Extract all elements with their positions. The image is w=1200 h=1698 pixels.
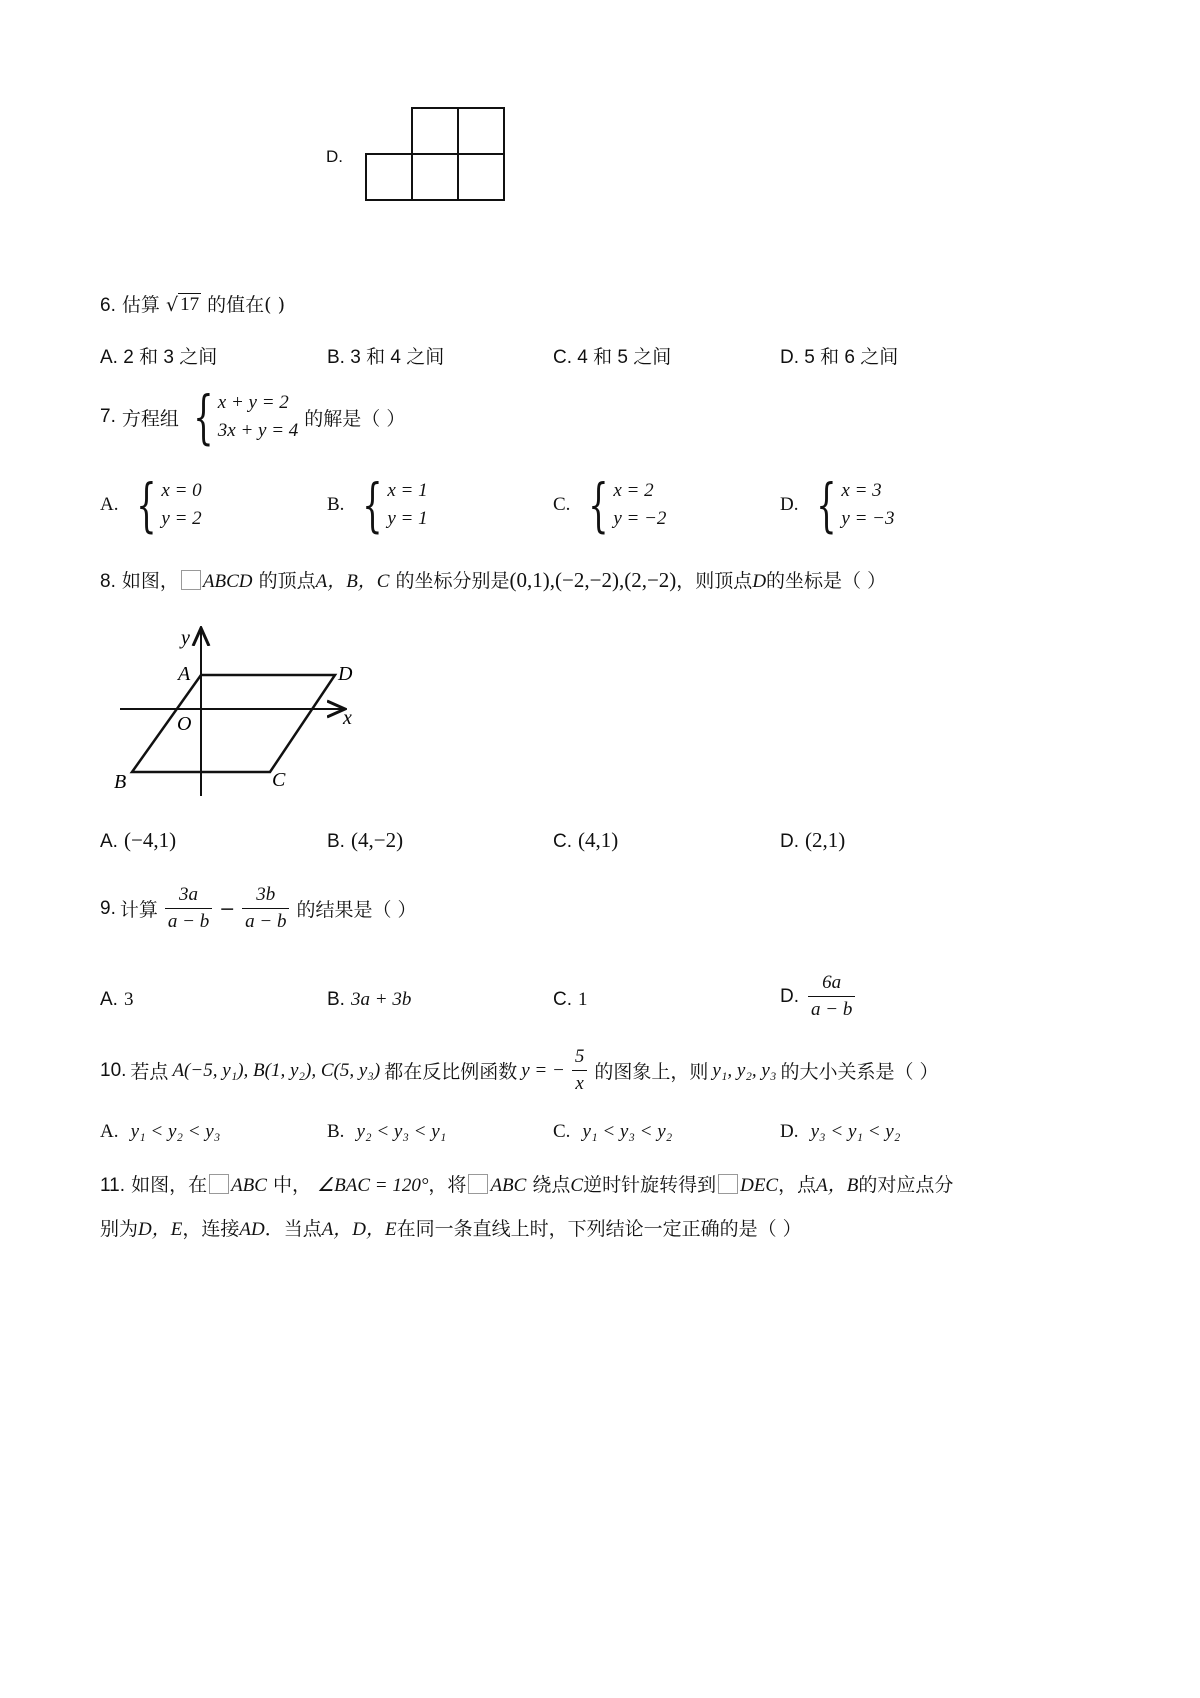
q10-func-fraction [572, 1046, 588, 1095]
q8-text-e: 的坐标是（ ） [766, 570, 887, 592]
q8-text-c: 的坐标分别是 [395, 570, 510, 592]
q11-text-2b: ，连接 [182, 1218, 240, 1240]
q6-radicand: 17 [180, 294, 200, 315]
q6-option-b: B. 3 和 4 之间 [327, 347, 445, 368]
q10-option-b [327, 1120, 446, 1143]
square-bottom-middle [412, 154, 458, 200]
q11-angle: ∠BAC = 120° [317, 1175, 429, 1196]
q8-points: A，B，C [315, 571, 390, 592]
q6-option-a: A. 2 和 3 之间 [100, 347, 218, 368]
q8-point-d: D [752, 571, 767, 592]
q9-option-c-value: 1 [578, 989, 588, 1010]
q11-text-2d: 在同一条直线上时，下列结论一定正确的是（ ） [396, 1218, 802, 1240]
q10-option-d [780, 1120, 900, 1143]
parallelogram-abcd [132, 675, 335, 772]
question-11-line-1 [100, 1170, 953, 1197]
q9-f2-den: a − b [245, 911, 287, 932]
brace-icon: { [136, 471, 158, 539]
q7-equation-system [185, 383, 299, 451]
q10-option-d-label: D. [780, 1121, 799, 1142]
brace-icon: { [193, 383, 214, 451]
q7-option-b-label: B. [327, 494, 345, 515]
question-10 [100, 1046, 939, 1095]
q9-option-b-value: 3a + 3b [351, 989, 412, 1010]
question-11-line-2 [100, 1214, 802, 1241]
brace-icon: { [816, 471, 838, 539]
q11-tri-2: ABC [490, 1175, 527, 1196]
label-d: D [338, 663, 353, 685]
q8-option-b-label: B. [327, 831, 345, 852]
q10-option-a-value: y₁ < y₂ < y₃ [130, 1121, 221, 1142]
q8-option-c [553, 828, 618, 853]
q9-option-d-fraction [808, 972, 855, 1021]
q11-text-2c: ．当点 [264, 1218, 322, 1240]
q11-tri-3: DEC [740, 1175, 779, 1196]
q8-option-a-value: (−4,1) [124, 828, 177, 852]
q7-eq1: x + y = 2 [217, 392, 289, 413]
q8-shape: ABCD [202, 571, 253, 592]
q9-option-b-label: B. [327, 989, 345, 1010]
brace-icon: { [588, 471, 610, 539]
q11-text-1g: 的对应点分 [858, 1174, 954, 1196]
q8-option-d [780, 828, 845, 853]
q10-option-a [100, 1120, 220, 1143]
q7-c-row2: y = −2 [613, 508, 667, 529]
q10-number: 10. [100, 1059, 127, 1081]
q7-text-b: 的解是（ ） [304, 407, 406, 430]
q7-option-b [327, 471, 428, 539]
q11-text-1b: 中， [273, 1174, 312, 1196]
q8-option-d-value: (2,1) [805, 828, 846, 852]
square-bottom-left [366, 154, 412, 200]
q9-text-b: 的结果是（ ） [296, 899, 417, 921]
q9-option-c-label: C. [553, 989, 572, 1010]
q6-option-c: C. 4 和 5 之间 [553, 347, 672, 368]
q9-fraction-2 [242, 884, 289, 933]
q9-f1-num: 3a [165, 884, 212, 909]
q10-text-a: 若点 [130, 1061, 169, 1083]
triangle-symbol-icon [209, 1174, 229, 1194]
q6-option-d: D. 5 和 6 之间 [780, 347, 899, 368]
q7-a-row1: x = 0 [161, 480, 202, 501]
q7-text-a: 方程组 [121, 407, 179, 430]
q10-func-den: x [575, 1073, 584, 1094]
q11-text-1e: 逆时针旋转得到 [583, 1174, 717, 1196]
q7-option-a-label: A. [100, 494, 119, 515]
triangle-symbol-icon [718, 1174, 738, 1194]
q11-text-1a: 如图，在 [131, 1174, 208, 1196]
q9-f2-num: 3b [242, 884, 289, 909]
q9-option-d-label: D. [780, 985, 799, 1007]
q11-number: 11. [100, 1175, 126, 1196]
q10-func-num: 5 [572, 1046, 588, 1071]
parallelogram-symbol-icon [181, 570, 201, 590]
q9-option-a [100, 988, 134, 1011]
q6-text-a: 估算 [121, 294, 160, 316]
q7-b-row1: x = 1 [387, 480, 428, 501]
q7-b-row2: y = 1 [387, 508, 428, 529]
q8-option-b [327, 828, 403, 853]
q8-option-a-label: A. [100, 831, 118, 852]
q11-text-1c: ，将 [428, 1174, 467, 1196]
q8-option-b-value: (4,−2) [351, 828, 404, 852]
square-bottom-right [458, 154, 504, 200]
q9-option-c [553, 988, 588, 1011]
q11-text-1d: 绕点 [532, 1174, 571, 1196]
q10-option-c-label: C. [553, 1121, 571, 1142]
q7-number: 7. [100, 406, 116, 427]
q9-option-d [780, 972, 858, 1021]
q8-option-c-label: C. [553, 831, 572, 852]
label-b: B [114, 771, 127, 793]
q8-option-d-label: D. [780, 831, 799, 852]
triangle-symbol-icon [468, 1174, 488, 1194]
label-o: O [177, 713, 192, 735]
q9-minus: − [219, 897, 236, 920]
question-6 [100, 290, 285, 317]
q11-points-ade: A，D，E [321, 1219, 397, 1240]
label-a: A [178, 663, 191, 685]
q10-text-c: 的图象上，则 [594, 1061, 709, 1083]
q10-points: A(−5, y₁), B(1, y₂), C(5, y₃) [172, 1059, 381, 1081]
q8-text-d: ，则顶点 [676, 570, 753, 592]
q8-number: 8. [100, 571, 116, 592]
q7-option-c [553, 471, 667, 539]
label-x: x [343, 707, 352, 729]
q8-option-c-value: (4,1) [578, 828, 619, 852]
q8-coordinate-figure [105, 620, 375, 805]
question-8 [100, 566, 886, 593]
q8-text-a: 如图， [121, 570, 179, 592]
q11-point-c: C [570, 1175, 584, 1196]
q9-fraction-1 [165, 884, 212, 933]
label-y: y [181, 627, 190, 649]
q11-points-ab: A，B [816, 1175, 859, 1196]
q10-option-c [553, 1120, 672, 1143]
q6-text-b: 的值在( ) [207, 294, 285, 316]
q7-d-row2: y = −3 [841, 508, 895, 529]
q8-text-b: 的顶点 [258, 570, 316, 592]
q9-option-a-label: A. [100, 989, 118, 1010]
q10-option-d-value: y₃ < y₁ < y₂ [810, 1121, 901, 1142]
q9-option-a-value: 3 [124, 989, 134, 1010]
q6-sqrt: √ 17 [165, 294, 200, 316]
q7-eq2: 3x + y = 4 [217, 420, 299, 441]
q11-points-de: D，E [138, 1219, 183, 1240]
q10-option-b-label: B. [327, 1121, 345, 1142]
brace-icon: { [362, 471, 384, 539]
q7-option-d [780, 471, 895, 539]
q7-option-a [100, 471, 202, 539]
q7-option-d-label: D. [780, 494, 799, 515]
q10-func-lhs: y = − [521, 1059, 565, 1081]
question-7 [100, 383, 406, 451]
q10-option-c-value: y₁ < y₃ < y₂ [582, 1121, 673, 1142]
q10-text-d: 的大小关系是（ ） [780, 1061, 939, 1083]
question-9 [100, 884, 417, 933]
q6-number: 6. [100, 295, 116, 316]
q7-c-row1: x = 2 [613, 480, 654, 501]
q7-d-row1: x = 3 [841, 480, 882, 501]
square-top-right [458, 108, 504, 154]
q9-number: 9. [100, 897, 116, 919]
q9-f1-den: a − b [167, 911, 210, 932]
q5-option-d-label: D. [326, 147, 343, 166]
square-top-left [412, 108, 458, 154]
q10-option-a-label: A. [100, 1121, 119, 1142]
q7-option-c-label: C. [553, 494, 571, 515]
q11-text-1f: ，点 [778, 1174, 817, 1196]
q9-option-b [327, 988, 411, 1011]
q10-option-b-value: y₂ < y₃ < y₁ [356, 1121, 447, 1142]
q8-option-a [100, 828, 176, 853]
q11-text-2a: 别为 [100, 1218, 139, 1240]
q5-option-d-figure [360, 100, 520, 210]
q11-segment: AD [239, 1219, 265, 1240]
q9-d-num: 6a [808, 972, 855, 997]
q10-text-b: 都在反比例函数 [384, 1061, 518, 1083]
q7-a-row2: y = 2 [161, 508, 202, 529]
q10-vars: y₁, y₂, y₃ [712, 1059, 777, 1081]
label-c: C [272, 769, 286, 791]
q8-coords: (0,1),(−2,−2),(2,−2) [509, 568, 677, 592]
q9-d-den: a − b [811, 999, 853, 1020]
q11-tri-1: ABC [231, 1175, 267, 1196]
q9-text-a: 计算 [119, 899, 158, 921]
